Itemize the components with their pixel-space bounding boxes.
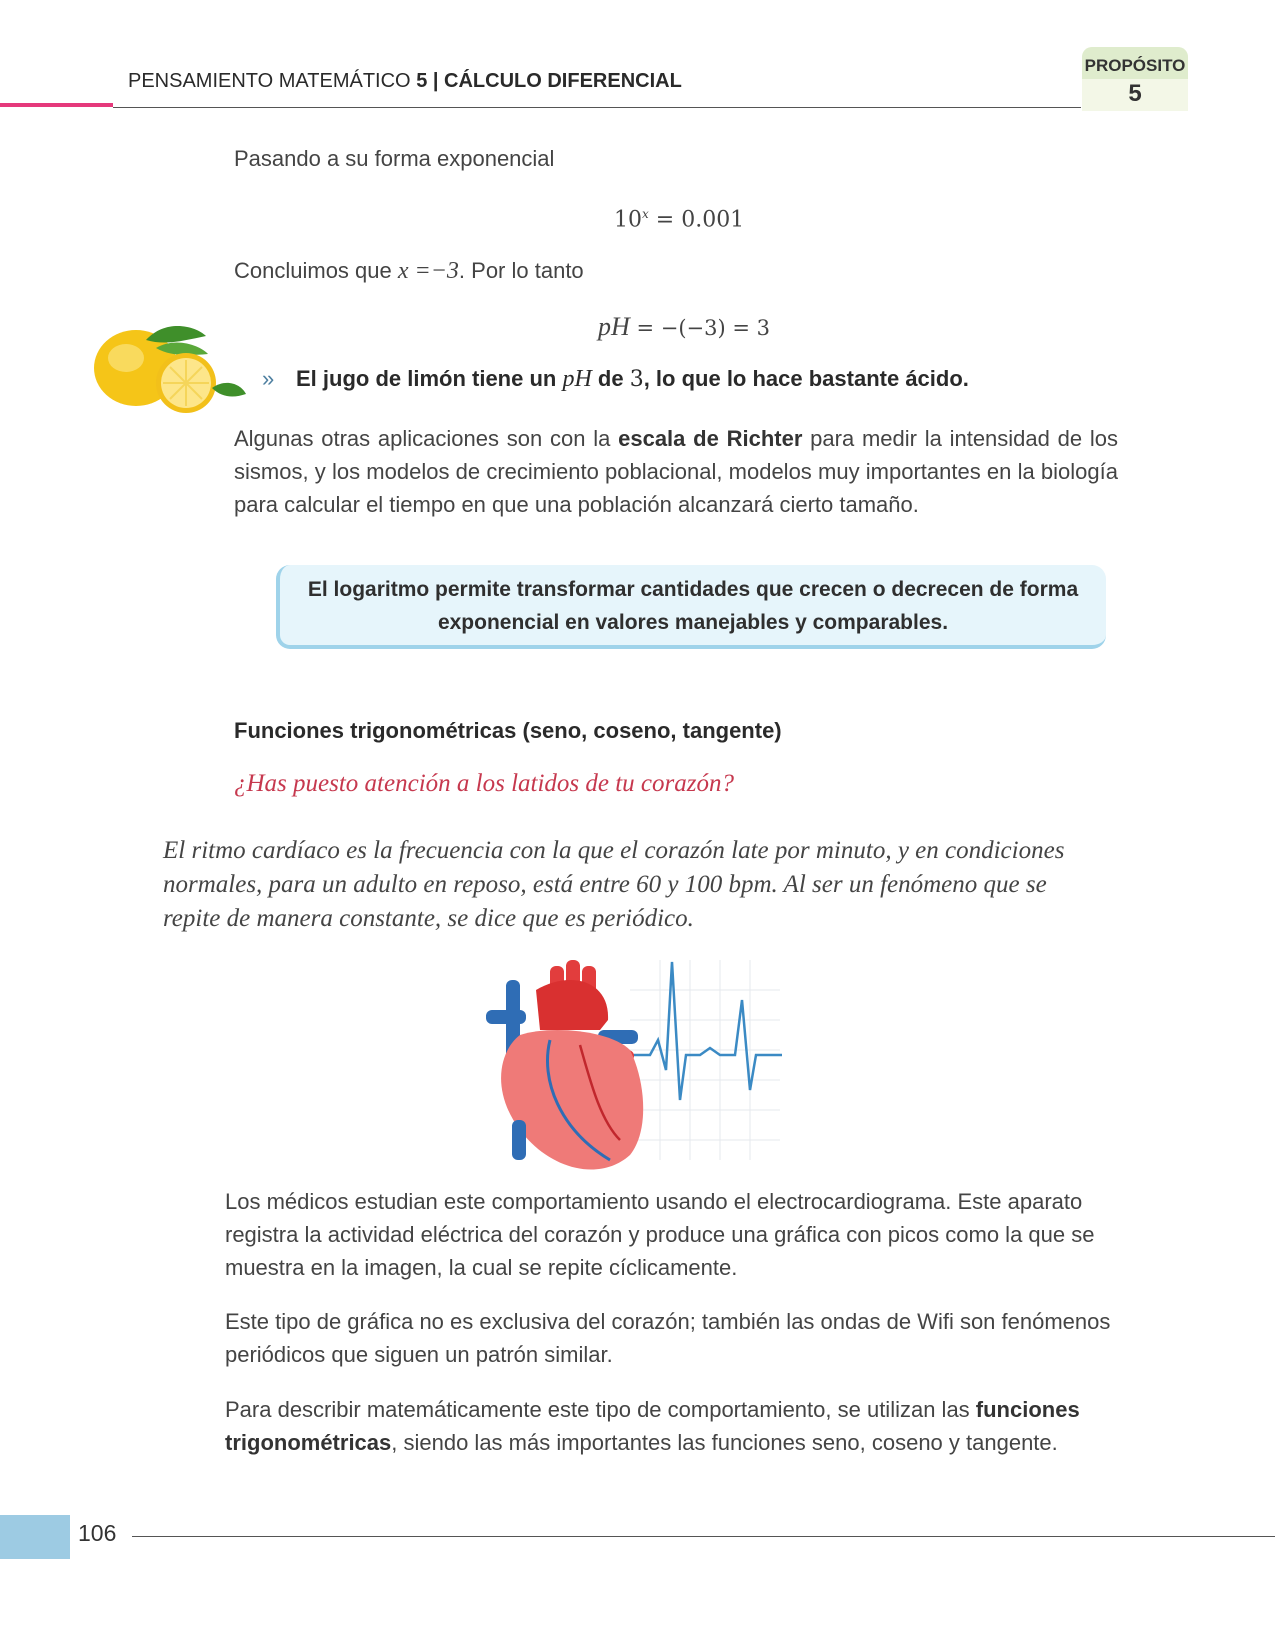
heart-rate-paragraph: El ritmo cardíaco es la frecuencia con la que el corazón late por minuto, y en condiciones normales, para un adulto en reposo, está entre 60 y 100 bpm. Al ser un fenómeno que se repite de manera constante, se dice que es periódico. [163,837,1065,932]
footer-accent-box [0,1515,70,1559]
ecg-trace [630,962,782,1100]
section-heading: Funciones trigonométricas (seno, coseno, tangente) [234,718,782,743]
equation-exponential: $10^x = 0.001$ [614,207,745,233]
callout-text: El logaritmo permite transformar cantidades que crecen o decrecen de forma exponencial en valores manejables y comparables. [307,578,1079,634]
proposito-label: PROPÓSITO [1084,56,1186,75]
wifi-paragraph: Este tipo de gráfica no es exclusiva del corazón; también las ondas de Wifi son fenómenos periódicos que siguen un patrón similar. [225,1309,1111,1367]
header-accent-bar [0,103,113,107]
footer-rule [132,1536,1275,1537]
question-heading: ¿Has puesto atención a los latidos de tu corazón? [234,770,734,797]
proposito-number: 5 [1128,80,1142,107]
logarithm-callout [276,565,1106,649]
heart-ecg-illustration [480,960,782,1182]
lemon-statement: El jugo de limón tiene un pH de 3, lo que lo hace bastante ácido. [296,366,969,392]
heart-icon [486,960,643,1170]
page-number: 106 [78,1520,117,1546]
bullet-marker: » [262,366,275,391]
exponential-intro: Pasando a su forma exponencial [234,146,555,171]
equation-ph: pH = −(−3) = 3 [598,312,770,341]
proposito-badge [1082,47,1188,111]
header-rule [113,107,1081,108]
applications-paragraph: Algunas otras aplicaciones son con la escala de Richter para medir la intensidad de los sismos, y los modelos de crecimiento poblacional, modelos muy importantes en la biología para calcular el tiempo en que una población alcanzará cierto tamaño. [234,426,1119,517]
conclusion-line: Concluimos que x =−3. Por lo tanto [234,258,584,284]
doctors-paragraph: Los médicos estudian este comportamiento usando el electrocardiograma. Este aparato registra la actividad eléctrica del corazón y produce una gráfica con picos como la que se muestra en la imagen, la cual se repite cíclicamente. [225,1189,1095,1280]
trig-paragraph: Para describir matemáticamente este tipo de comportamiento, se utilizan las funciones trigonométricas, siendo las más importantes las funciones seno, coseno y tangente. [225,1397,1080,1455]
lemon-illustration [86,318,248,418]
header-title: PENSAMIENTO MATEMÁTICO 5 | CÁLCULO DIFERENCIAL [128,70,682,92]
ecg-grid [630,960,780,1160]
